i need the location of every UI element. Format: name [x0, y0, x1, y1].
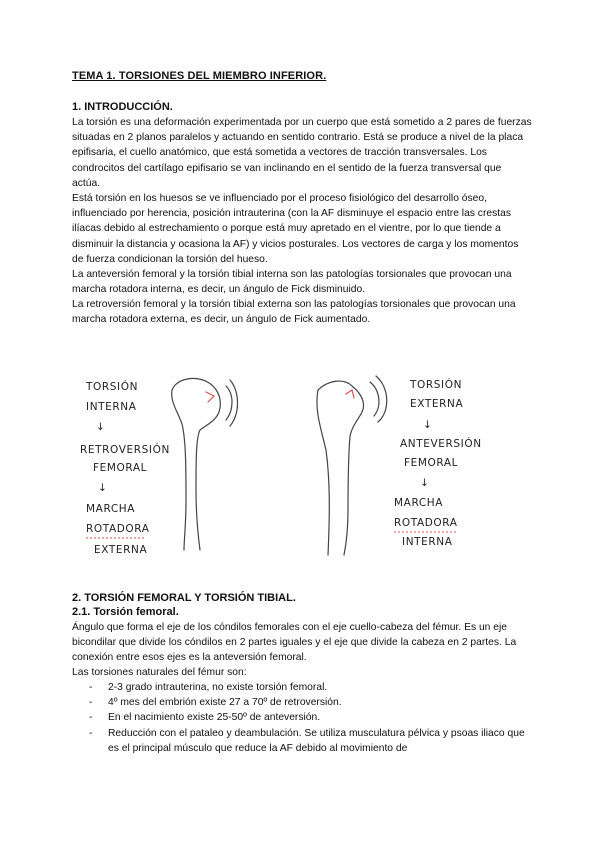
list-item: - 4º mes del embrión existe 27 a 70º de retroversión.: [72, 695, 532, 710]
right-arrow-1: ↓: [423, 419, 433, 431]
left-femur-drawing: [172, 378, 238, 550]
left-arrow-1: ↓: [96, 421, 106, 433]
right-femur-drawing: [317, 376, 387, 555]
section-2-heading: 2. TORSIÓN FEMORAL Y TORSIÓN TIBIAL.: [72, 592, 296, 604]
femoral-torsion-paragraph: Ángulo que forma el eje de los cóndilos femorales con el eje cuello-cabeza del fémur. Es un eje bicondilar que divide los cóndilos en 2 partes iguales y el eje que divide la cabeza en 2 partes. La conexión entre esos ejes es la anteversión femoral.: [72, 622, 517, 664]
right-label-interna: INTERNA: [402, 536, 453, 548]
intro-paragraph-2: Está torsión en los huesos se ve influenciado por el proceso fisiológico del desarrollo óseo, influenciado por herencia, posición intrauterina (con la AF disminuye el espacio entre las crestas ilíacas debido al estrechamiento o porque está muy apretado en el vientre, por lo que tiende a disminuir la distancia y ocasiona la AF) y vicios posturales. Los vectores de carga y los momentos de fuerza condicionan la torsión del hueso.: [72, 193, 519, 265]
natural-torsions-list: [72, 680, 532, 756]
right-label-externa: EXTERNA: [410, 398, 464, 410]
right-label-rotadora: ROTADORA: [394, 517, 458, 529]
left-arrow-2: ↓: [98, 482, 108, 494]
right-label-femoral: FEMORAL: [404, 457, 459, 469]
list-item: - En el nacimiento existe 25-50º de anteversión.: [72, 710, 532, 725]
intro-paragraph-1: La torsión es una deformación experimentada por un cuerpo que está sometido a 2 pares de fuerzas situadas en 2 planos paralelos y actuando en sentido contrario. Está se produce a nivel de la placa epifisaria, el cuello anatómico, que está sometida a vectores de tracción transversales. Los condrocitos del cartílago epifisario se van inclinando en el sentido de la fuerza transversal que actúa.: [72, 117, 532, 189]
list-item: - Reducción con el pataleo y deambulación. Se utiliza musculatura pélvica y psoas iliaco que es el principal músculo que reduce la AF debido al movimiento de: [72, 726, 532, 756]
natural-torsions-intro: Las torsiones naturales del fémur son:: [72, 667, 247, 678]
femoral-torsion-figure: [0, 350, 600, 580]
section-2-1-heading: 2.1. Torsión femoral.: [72, 606, 179, 618]
intro-paragraph-3: La anteversión femoral y la torsión tibial interna son las patologías torsionales que provocan una marcha rotadora interna, es decir, un ángulo de Fick disminuido.: [72, 269, 512, 296]
left-label-torsion: TORSIÓN: [86, 381, 139, 393]
right-label-marcha: MARCHA: [394, 497, 444, 509]
left-label-retroversion: RETROVERSIÓN: [80, 444, 170, 456]
list-item: - 2-3 grado intrauterina, no existe torsión femoral.: [72, 680, 532, 695]
section-1-heading: 1. INTRODUCCIÓN.: [72, 101, 173, 113]
left-label-interna: INTERNA: [86, 401, 137, 413]
left-label-femoral: FEMORAL: [93, 462, 148, 474]
right-label-anteversion: ANTEVERSIÓN: [400, 438, 482, 450]
left-label-externa: EXTERNA: [94, 544, 148, 556]
right-label-torsion: TORSIÓN: [410, 379, 463, 391]
left-label-rotadora: ROTADORA: [86, 523, 150, 535]
left-label-marcha: MARCHA: [86, 503, 136, 515]
intro-paragraph-4: La retroversión femoral y la torsión tibial externa son las patologías torsionales que provocan una marcha rotadora externa, es decir, un ángulo de Fick aumentado.: [72, 299, 516, 326]
document-title: TEMA 1. TORSIONES DEL MIEMBRO INFERIOR.: [72, 70, 327, 82]
right-arrow-2: ↓: [420, 477, 430, 489]
